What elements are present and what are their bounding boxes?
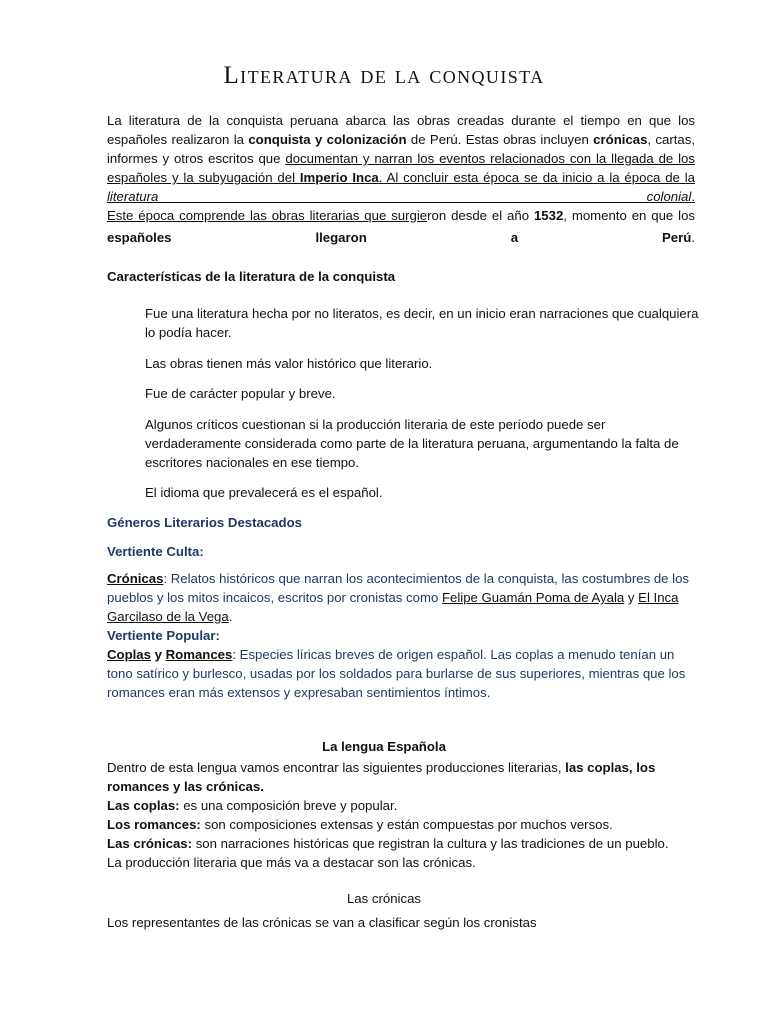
- characteristic-item: Las obras tienen más valor histórico que literario.: [145, 356, 433, 371]
- characteristics-heading: Características de la literatura de la conquista: [107, 269, 396, 284]
- cronicas-text: son narraciones históricas que registran la cultura y las tradiciones de un pueblo.: [192, 836, 669, 851]
- cronicas-section-text: Los representantes de las crónicas se van a clasificar según los cronistas: [107, 915, 537, 930]
- intro-underlined-text: documentan y narran los eventos relacionados con la llegada de los españoles y la subyugación del: [107, 151, 695, 185]
- intro-bold-conquista: conquista y colonización: [248, 132, 407, 147]
- period-text: , momento en que los: [563, 208, 695, 223]
- intro-underlined-text: . Al concluir esta época se da inicio a la época de la: [378, 170, 695, 185]
- lengua-romances-line: [107, 815, 695, 834]
- characteristic-item: Fue de carácter popular y breve.: [145, 386, 336, 401]
- lengua-heading: La lengua Española: [322, 739, 446, 754]
- intro-bold-imperio-inca: Imperio Inca: [299, 170, 379, 185]
- coplas-text: es una composición breve y popular.: [179, 798, 398, 813]
- period-bold-text: españoles llegaron a Perú: [107, 230, 692, 245]
- period-text: ron desde el año: [427, 208, 534, 223]
- conjunction-text: y: [150, 647, 166, 662]
- period-underlined-text: Este época comprende las obras literarias que surgie: [107, 208, 428, 223]
- lengua-cronicas-line: [107, 834, 707, 853]
- genres-heading: Géneros Literarios Destacados: [107, 515, 302, 530]
- period-year: 1532: [533, 208, 564, 223]
- period-text: .: [228, 609, 233, 624]
- characteristic-item: Fue una literatura hecha por no literatos, es decir, en un inicio eran narraciones que cualquiera lo podía hacer.: [145, 306, 699, 340]
- intro-text: La literatura de la conquista peruana abarca las obras creadas durante el tiempo en que los españoles realizaron la: [107, 113, 695, 147]
- lengua-intro-text: Dentro de esta lengua vamos encontrar las siguientes producciones literarias,: [107, 760, 566, 775]
- vertiente-culta-label: Vertiente Culta:: [107, 544, 204, 559]
- cronicas-section-heading: Las crónicas: [346, 891, 422, 906]
- popular-paragraph: [107, 645, 695, 702]
- conjunction-text: y: [624, 590, 639, 605]
- lengua-closing-line: La producción literaria que más va a destacar son las crónicas.: [107, 855, 476, 870]
- romances-text: son composiciones extensas y están compuestas por muchos versos.: [200, 817, 613, 832]
- cronicas-term: Crónicas: [107, 571, 164, 586]
- author-guaman-poma: Felipe Guamán Poma de Ayala: [441, 590, 625, 605]
- cronicas-paragraph: [107, 569, 695, 626]
- intro-bold-cronicas: crónicas: [593, 132, 648, 147]
- cronicas-text: : Relatos históricos que narran los acontecimientos de la conquista, las costumbres de los pueblos y los mitos incaicos, escritos por cronistas como: [107, 571, 690, 605]
- coplas-term: Coplas: [107, 647, 151, 662]
- characteristic-item: El idioma que prevalecerá es el español.: [145, 485, 383, 500]
- author-inca-garcilaso: El Inca Garcilaso de la Vega: [107, 590, 679, 624]
- lengua-intro: [107, 758, 695, 796]
- intro-literatura-colonial: literatura colonial: [107, 189, 692, 204]
- coplas-label: Las coplas:: [107, 798, 180, 813]
- intro-text: , cartas, informes y otros escritos que: [107, 132, 696, 166]
- vertiente-popular-label: Vertiente Popular:: [107, 628, 220, 643]
- characteristic-item: Algunos críticos cuestionan si la producción literaria de este período puede ser verdaderamente considerada como parte de la literatura peruana, argumentando la falta de escritores nacionales en ese tiempo.: [145, 417, 679, 470]
- intro-period: .: [691, 189, 695, 204]
- period-text: .: [691, 230, 695, 245]
- cronicas-label: Las crónicas:: [107, 836, 193, 851]
- document-title: Literatura de la conquista: [223, 62, 545, 89]
- romances-term: Romances: [165, 647, 233, 662]
- intro-text: de Perú. Estas obras incluyen: [406, 132, 594, 147]
- lengua-coplas-line: [107, 796, 695, 815]
- lengua-intro-bold: las coplas, los romances y las crónicas.: [107, 760, 656, 794]
- period-paragraph: [107, 205, 695, 249]
- romances-label: Los romances:: [107, 817, 201, 832]
- popular-text: : Especies líricas breves de origen español. Las coplas a menudo tenían un tono satírico y burlesco, usadas por los soldados para burlarse de sus superiores, mientras que los romances eran más extensos y expresaban sentimientos íntimos.: [107, 647, 686, 700]
- intro-paragraph: [107, 111, 695, 206]
